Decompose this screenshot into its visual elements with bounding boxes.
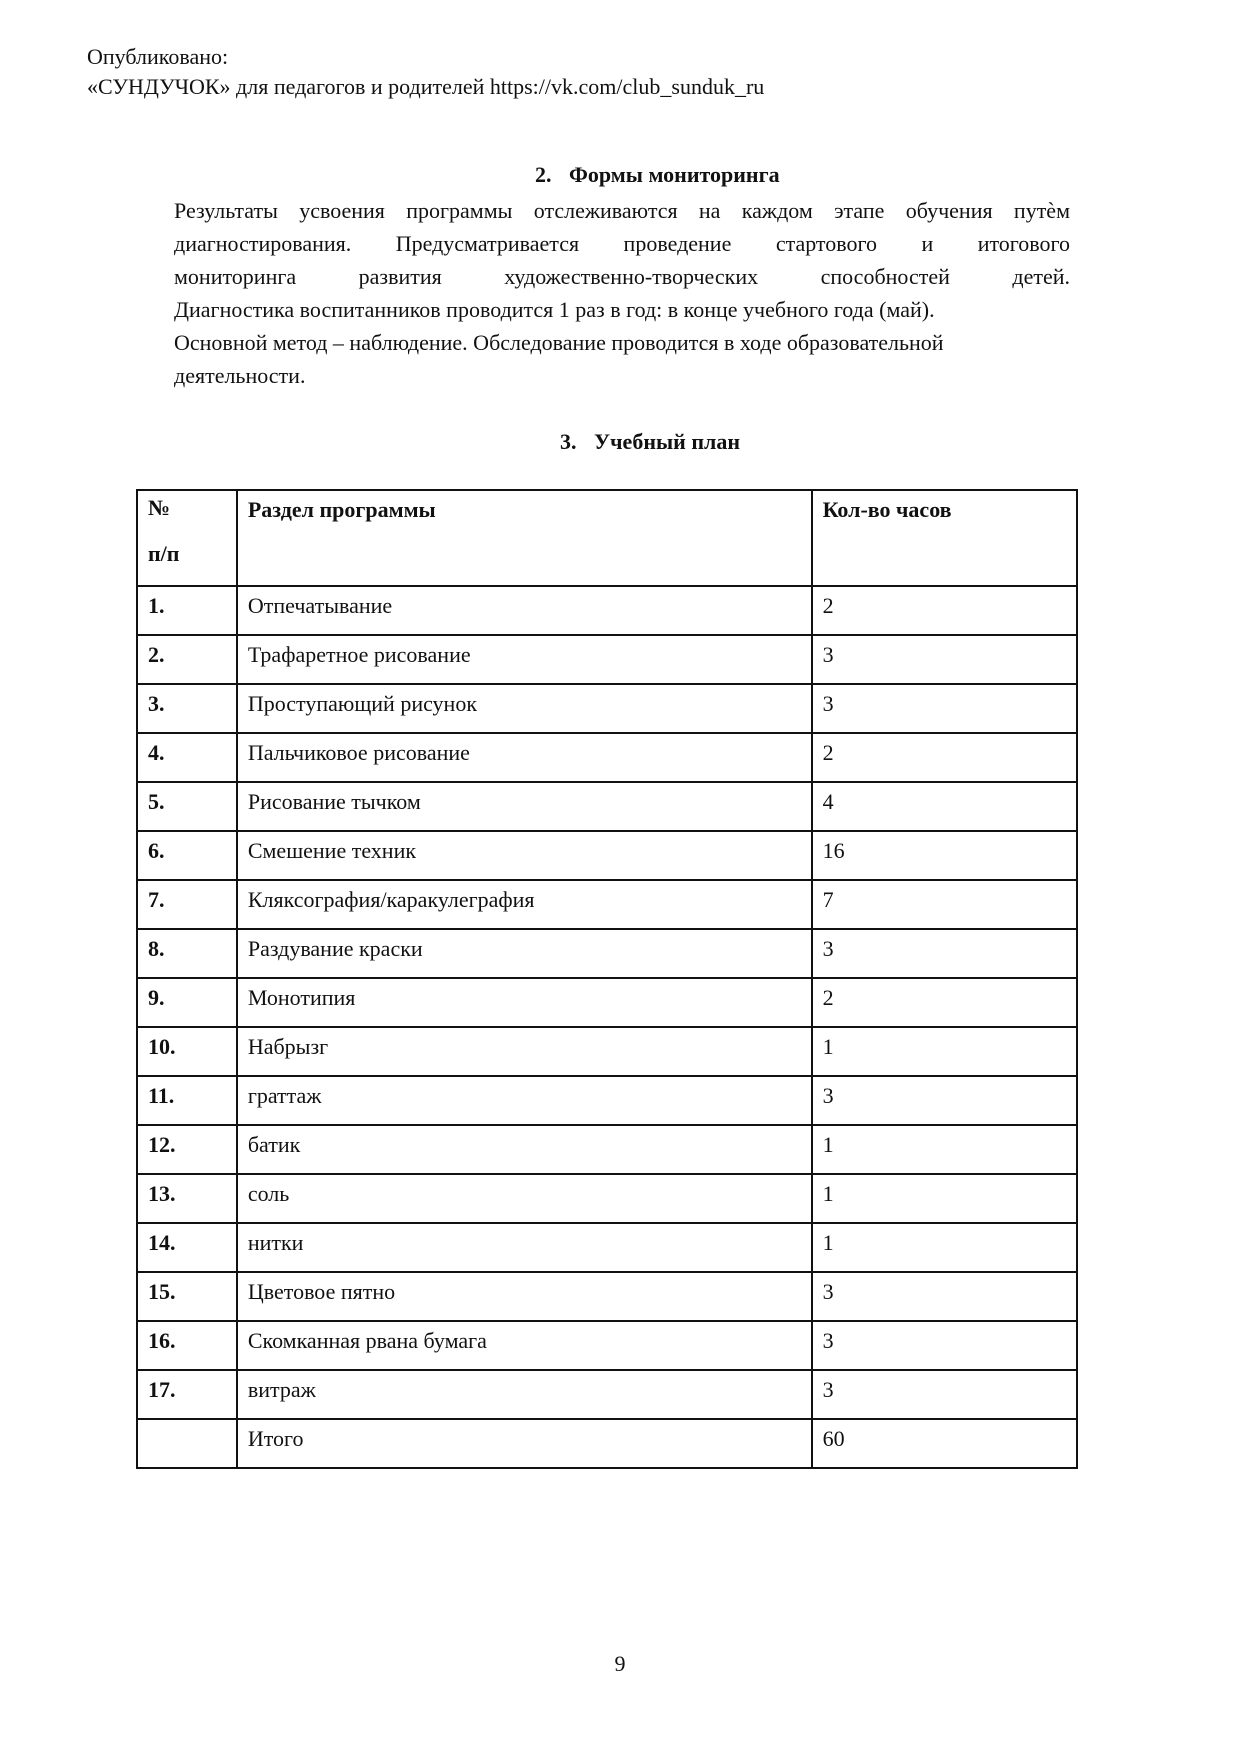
header-section: Раздел программы xyxy=(237,490,812,586)
table-row xyxy=(137,586,1077,635)
row-section: Цветовое пятно xyxy=(237,1272,812,1321)
section-2-number: 2. xyxy=(535,162,552,187)
row-section: Монотипия xyxy=(237,978,812,1027)
row-number: 13. xyxy=(137,1174,237,1223)
header-number: № п/п xyxy=(137,490,237,586)
row-hours: 1 xyxy=(812,1223,1077,1272)
table-row xyxy=(137,684,1077,733)
paragraph-line: Диагностика воспитанников проводится 1 раз в год: в конце учебного года (май). xyxy=(174,297,935,322)
table-row xyxy=(137,1174,1077,1223)
table-row xyxy=(137,1370,1077,1419)
row-number: 6. xyxy=(137,831,237,880)
table-row xyxy=(137,978,1077,1027)
row-number: 9. xyxy=(137,978,237,1027)
row-hours: 3 xyxy=(812,635,1077,684)
row-hours: 3 xyxy=(812,1076,1077,1125)
row-number: 4. xyxy=(137,733,237,782)
table-row xyxy=(137,1223,1077,1272)
publication-header xyxy=(87,42,764,102)
total-number xyxy=(137,1419,237,1468)
row-hours: 2 xyxy=(812,586,1077,635)
table-row xyxy=(137,1027,1077,1076)
table-row xyxy=(137,782,1077,831)
table-header-row xyxy=(137,490,1077,586)
table-row xyxy=(137,1321,1077,1370)
row-number: 8. xyxy=(137,929,237,978)
row-number: 2. xyxy=(137,635,237,684)
row-section: Набрызг xyxy=(237,1027,812,1076)
row-section: нитки xyxy=(237,1223,812,1272)
total-label: Итого xyxy=(237,1419,812,1468)
table-row xyxy=(137,1076,1077,1125)
header-hours: Кол-во часов xyxy=(812,490,1077,586)
row-section: витраж xyxy=(237,1370,812,1419)
table-row xyxy=(137,733,1077,782)
section-3-heading xyxy=(560,429,740,455)
row-number: 5. xyxy=(137,782,237,831)
table-row xyxy=(137,880,1077,929)
table-total-row xyxy=(137,1419,1077,1468)
paragraph-line: деятельности. xyxy=(174,363,306,388)
table-row xyxy=(137,1125,1077,1174)
row-hours: 1 xyxy=(812,1027,1077,1076)
paragraph-line: мониторинга развития художественно-творческих способностей детей. xyxy=(174,264,1070,289)
total-hours: 60 xyxy=(812,1419,1077,1468)
curriculum-table xyxy=(136,489,1078,1469)
section-2-title: Формы мониторинга xyxy=(569,162,780,187)
row-hours: 1 xyxy=(812,1125,1077,1174)
row-hours: 1 xyxy=(812,1174,1077,1223)
paragraph-line: Результаты усвоения программы отслеживаются на каждом этапе обучения путѐм xyxy=(174,198,1070,223)
row-section: граттаж xyxy=(237,1076,812,1125)
section-2-paragraph xyxy=(174,194,1070,392)
table-row xyxy=(137,1272,1077,1321)
row-section: Рисование тычком xyxy=(237,782,812,831)
row-section: соль xyxy=(237,1174,812,1223)
row-section: Скомканная рвана бумага xyxy=(237,1321,812,1370)
row-section: батик xyxy=(237,1125,812,1174)
row-section: Раздувание краски xyxy=(237,929,812,978)
row-section: Кляксография/каракулеграфия xyxy=(237,880,812,929)
table-row xyxy=(137,635,1077,684)
row-number: 15. xyxy=(137,1272,237,1321)
row-hours: 3 xyxy=(812,1272,1077,1321)
row-hours: 3 xyxy=(812,684,1077,733)
row-number: 11. xyxy=(137,1076,237,1125)
row-number: 17. xyxy=(137,1370,237,1419)
row-section: Пальчиковое рисование xyxy=(237,733,812,782)
row-number: 14. xyxy=(137,1223,237,1272)
published-label: Опубликовано: xyxy=(87,44,229,69)
source-line: «СУНДУЧОК» для педагогов и родителей https://vk.com/club_sunduk_ru xyxy=(87,74,765,99)
row-hours: 4 xyxy=(812,782,1077,831)
row-hours: 2 xyxy=(812,978,1077,1027)
row-hours: 7 xyxy=(812,880,1077,929)
row-hours: 16 xyxy=(812,831,1077,880)
row-hours: 2 xyxy=(812,733,1077,782)
paragraph-line: диагностирования. Предусматривается проведение стартового и итогового xyxy=(174,231,1070,256)
row-number: 1. xyxy=(137,586,237,635)
table-row xyxy=(137,929,1077,978)
row-number: 12. xyxy=(137,1125,237,1174)
row-section: Отпечатывание xyxy=(237,586,812,635)
section-3-number: 3. xyxy=(560,429,577,454)
section-2-heading xyxy=(535,162,780,188)
row-hours: 3 xyxy=(812,929,1077,978)
row-number: 7. xyxy=(137,880,237,929)
row-hours: 3 xyxy=(812,1370,1077,1419)
row-section: Трафаретное рисование xyxy=(237,635,812,684)
row-section: Проступающий рисунок xyxy=(237,684,812,733)
section-3-title: Учебный план xyxy=(594,429,741,454)
row-number: 10. xyxy=(137,1027,237,1076)
table-row xyxy=(137,831,1077,880)
page-number: 9 xyxy=(614,1651,626,1676)
paragraph-line: Основной метод – наблюдение. Обследование проводится в ходе образовательной xyxy=(174,330,944,355)
row-section: Смешение техник xyxy=(237,831,812,880)
row-number: 16. xyxy=(137,1321,237,1370)
row-number: 3. xyxy=(137,684,237,733)
row-hours: 3 xyxy=(812,1321,1077,1370)
